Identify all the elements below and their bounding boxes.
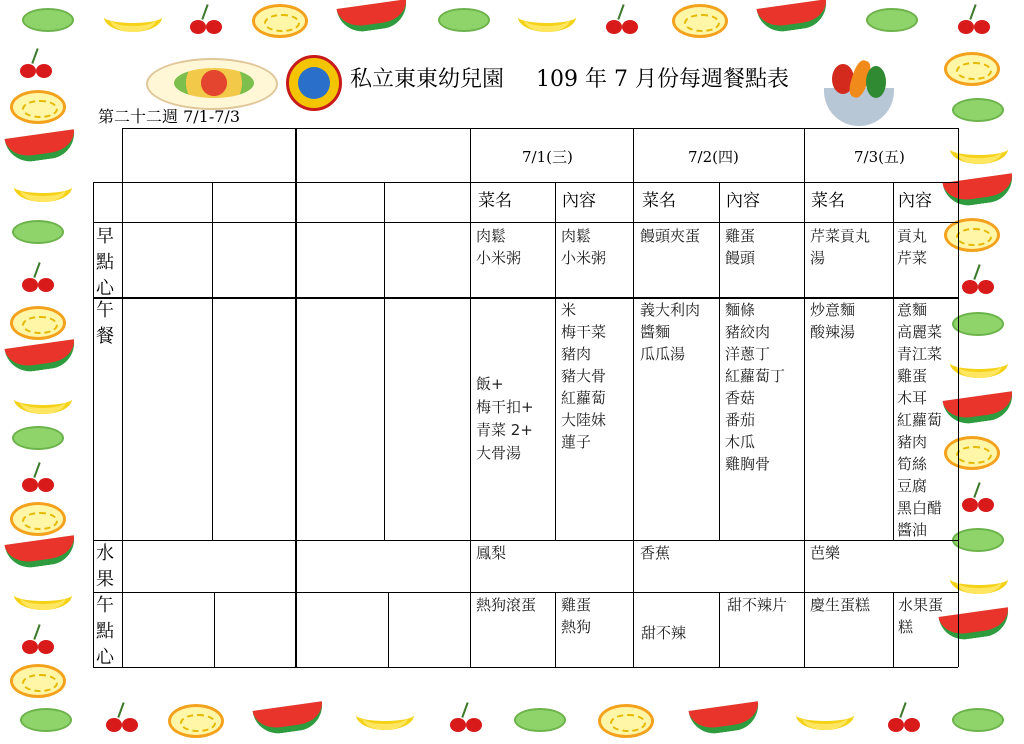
menu-title: 109 年 7 月份每週餐點表: [536, 67, 789, 92]
snack-dish-day3: 慶生蛋糕: [810, 596, 871, 614]
dish-header-3: 菜名: [811, 191, 845, 211]
day-header-2: 7/2(四): [688, 148, 739, 166]
snack-content-day1: 雞蛋 熱狗: [561, 596, 592, 636]
dish-header-1: 菜名: [478, 191, 512, 211]
breakfast-content-day2: 雞蛋 饅頭: [725, 227, 756, 267]
row-label-snack: 午點心: [96, 595, 114, 668]
content-header-3: 內容: [898, 191, 932, 211]
breakfast-dish-day2: 饅頭夾蛋: [640, 227, 701, 245]
snack-content-day3: 水果蛋 糕: [898, 596, 944, 636]
fruit-day1: 鳳梨: [476, 544, 507, 562]
lunch-content-day2: 麵條 豬絞肉 洋蔥丁 紅蘿蔔丁 香菇 番茄 木瓜 雞胸骨: [725, 301, 786, 473]
lunch-dish-day1: 飯+ 梅干扣+ 青菜 2+ 大骨湯: [476, 375, 534, 462]
content-header-2: 內容: [726, 191, 760, 211]
breakfast-content-day1: 肉鬆 小米粥: [561, 227, 607, 267]
snack-dish-day2: 甜不辣: [641, 624, 687, 642]
breakfast-dish-day3: 芹菜貢丸 湯: [810, 227, 871, 267]
row-label-lunch: 午餐: [96, 300, 114, 347]
day-header-1: 7/1(三): [522, 148, 573, 166]
row-label-fruit: 水果: [96, 543, 114, 590]
dish-header-2: 菜名: [642, 191, 676, 211]
breakfast-dish-day1: 肉鬆 小米粥: [476, 227, 522, 267]
snack-dish-day1: 熱狗滾蛋: [476, 596, 537, 614]
school-name: 私立東東幼兒園: [350, 67, 505, 92]
lunch-dish-day3: 炒意麵 酸辣湯: [810, 301, 856, 341]
snack-content-day2: 甜不辣片: [727, 596, 788, 614]
fruit-day3: 芭樂: [810, 544, 841, 562]
lunch-content-day3: 意麵 高麗菜 青江菜 雞蛋 木耳 紅蘿蔔 豬肉 筍絲 豆腐 黑白醋 醬油: [897, 301, 943, 539]
week-label: 第二十二週 7/1-7/3: [98, 107, 240, 126]
lunch-content-day1: 米 梅干菜 豬肉 豬大骨 紅蘿蔔 大陸妹 蓮子: [561, 301, 607, 451]
content-header-1: 內容: [562, 191, 596, 211]
breakfast-content-day3: 貢丸 芹菜: [897, 227, 928, 267]
day-header-3: 7/3(五): [854, 148, 905, 166]
row-label-breakfast: 早點心: [96, 226, 114, 299]
lunch-dish-day2: 義大利肉 醬麵 瓜瓜湯: [640, 301, 701, 363]
fruit-day2: 香蕉: [640, 544, 671, 562]
